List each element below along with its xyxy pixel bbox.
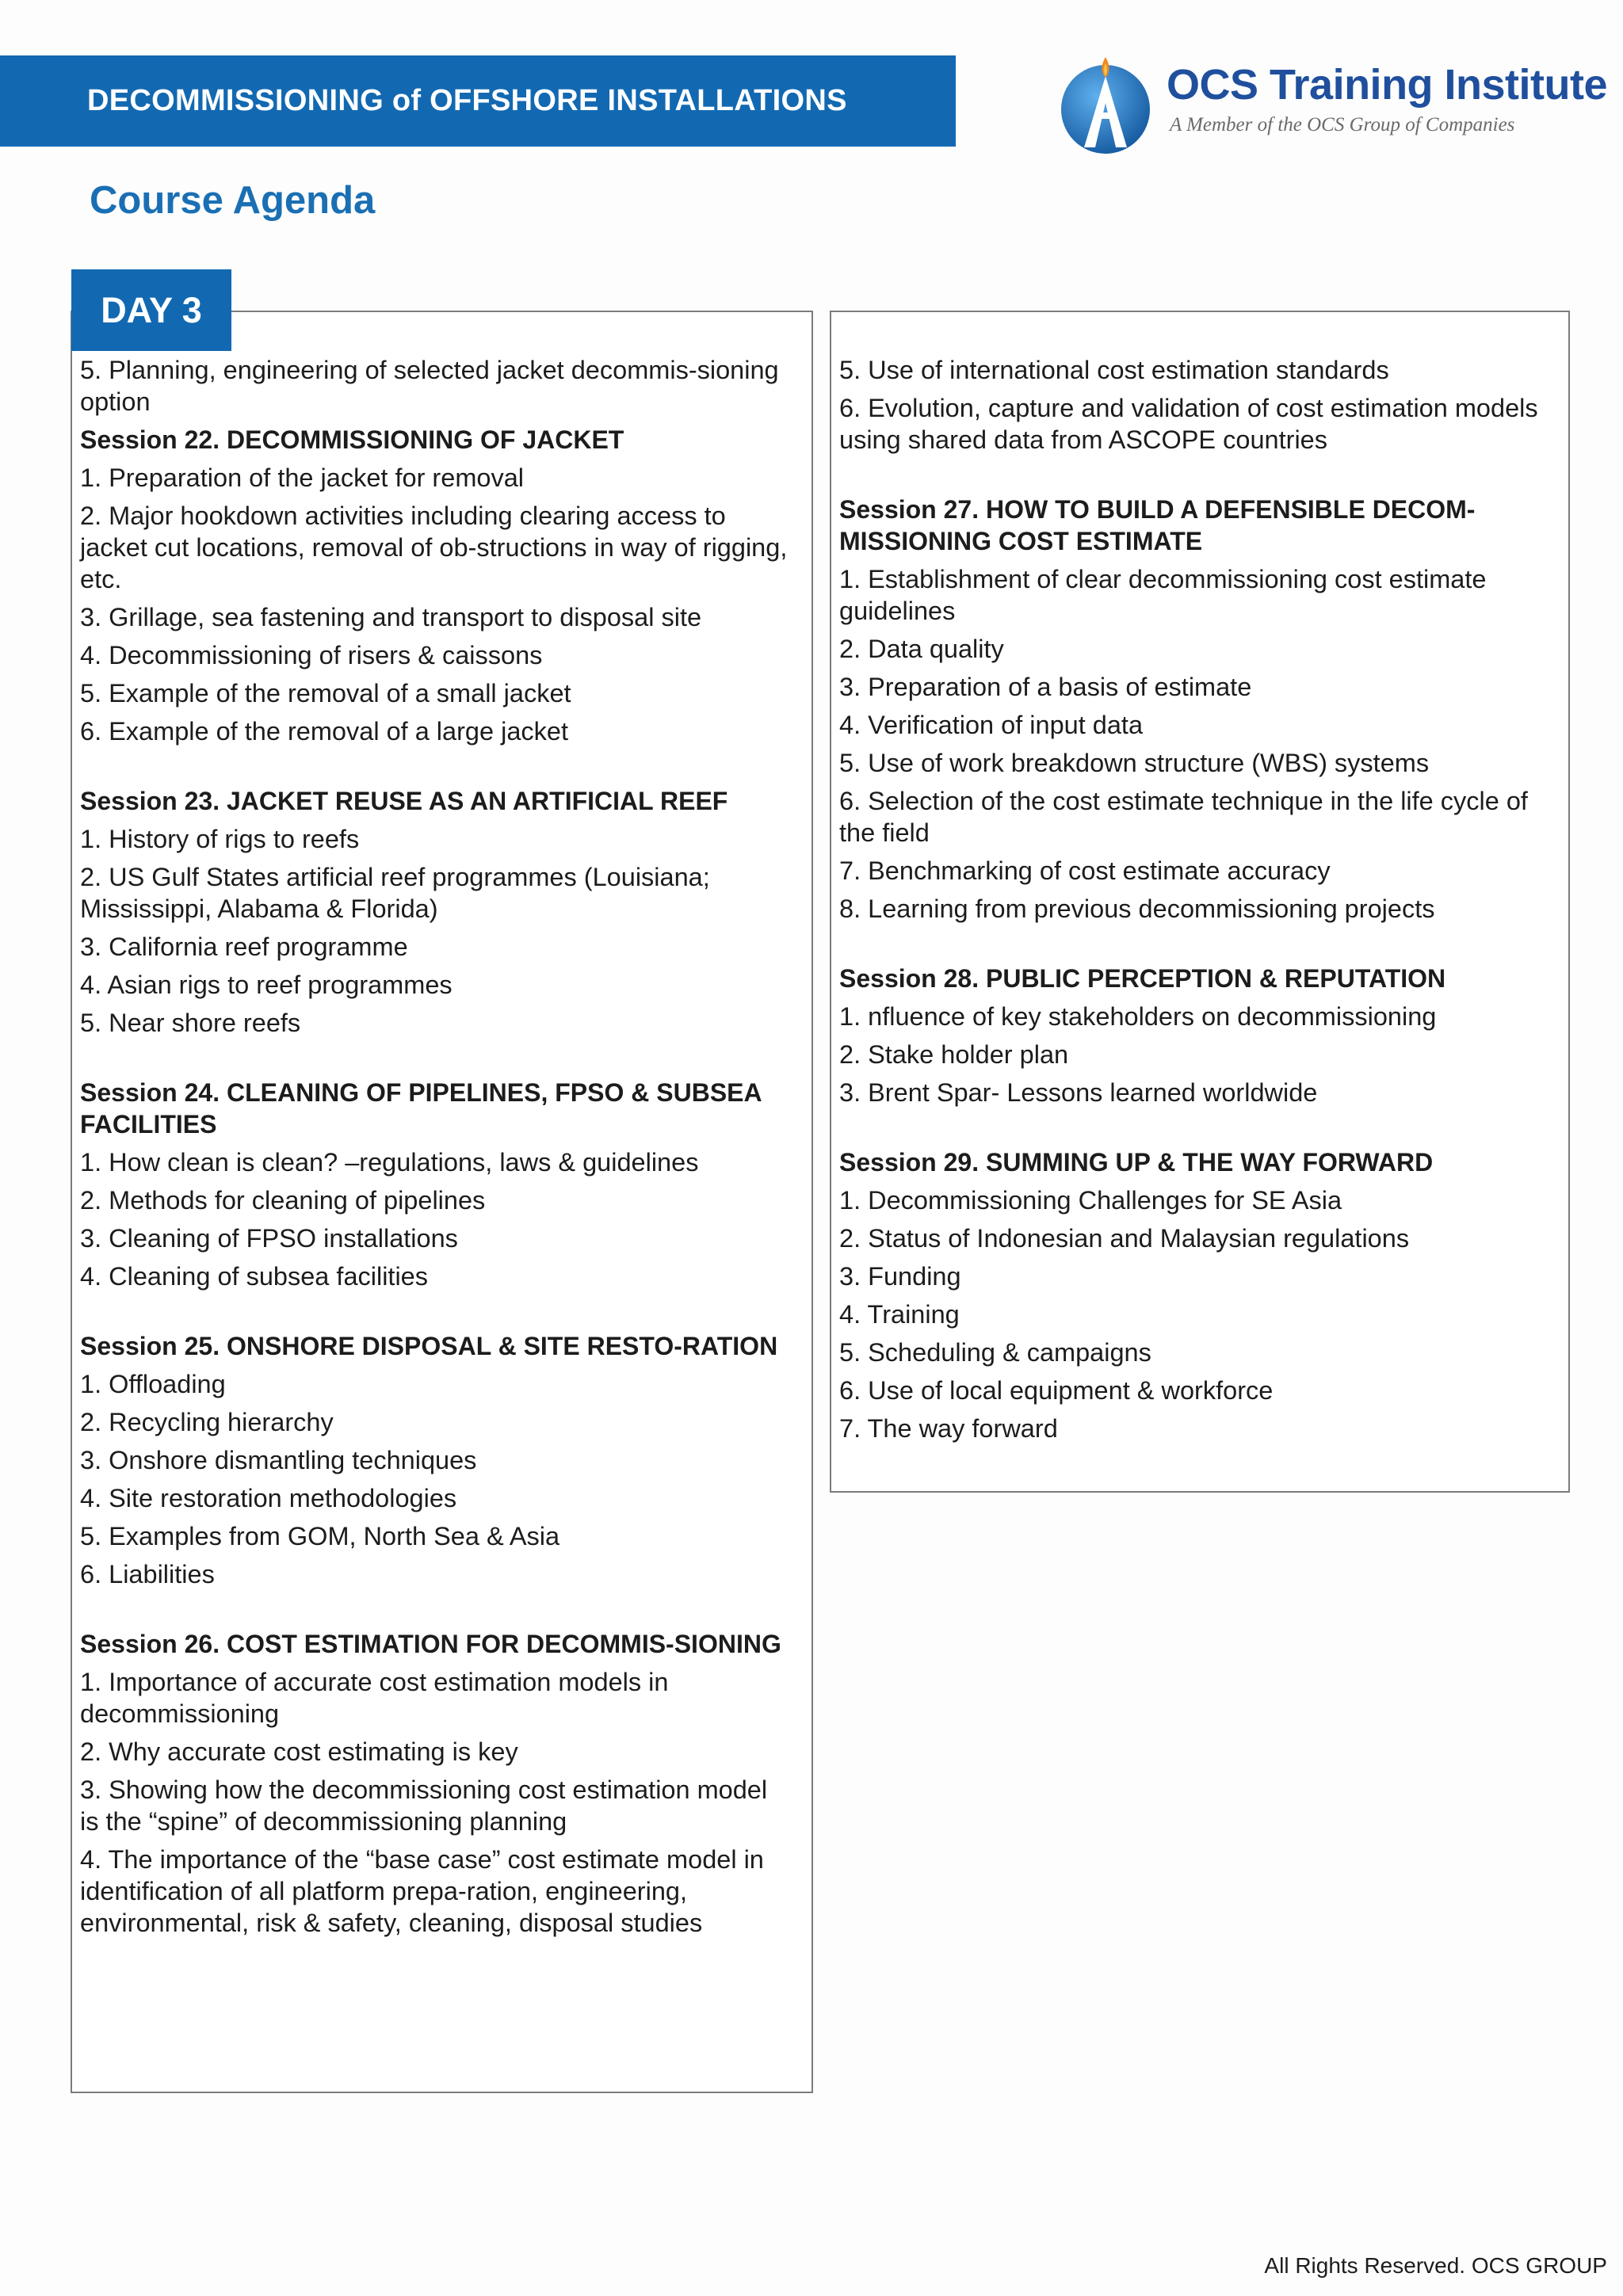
agenda-item: 1. Decommissioning Challenges for SE Asia [839, 1186, 1342, 1215]
agenda-item: 6. Evolution, capture and validation of cost estimation models using shared data from ASCOPE countries [839, 394, 1538, 454]
agenda-item: 5. Scheduling & campaigns [839, 1338, 1151, 1367]
session-title: Session 22. DECOMMISSIONING OF JACKET [80, 425, 624, 454]
agenda-item: 2. Recycling hierarchy [80, 1408, 334, 1436]
course-title: DECOMMISSIONING of OFFSHORE INSTALLATIONS [87, 84, 847, 117]
session-title: Session 28. PUBLIC PERCEPTION & REPUTATION [839, 964, 1446, 993]
agenda-item: 2. Why accurate cost estimating is key [80, 1737, 518, 1766]
agenda-item: 5. Use of international cost estimation standards [839, 356, 1389, 384]
agenda-item: 3. Grillage, sea fastening and transport to disposal site [80, 603, 702, 631]
agenda-item: 2. US Gulf States artificial reef programmes (Louisiana; Mississippi, Alabama & Florida) [80, 863, 710, 923]
agenda-item: 5. Examples from GOM, North Sea & Asia [80, 1522, 560, 1550]
agenda-item: 5. Near shore reefs [80, 1009, 301, 1037]
agenda-item: 8. Learning from previous decommissioning projects [839, 894, 1435, 923]
agenda-right-column [830, 311, 1570, 1493]
agenda-item: 3. Onshore dismantling techniques [80, 1446, 477, 1474]
agenda-item: 6. Example of the removal of a large jacket [80, 717, 569, 746]
agenda-item: 1. History of rigs to reefs [80, 825, 360, 853]
agenda-item: 1. Importance of accurate cost estimation models in decommissioning [80, 1668, 669, 1728]
agenda-item: 7. The way forward [839, 1414, 1058, 1443]
agenda-item: 4. Asian rigs to reef programmes [80, 971, 453, 999]
agenda-item: 5. Use of work breakdown structure (WBS) systems [839, 749, 1430, 777]
agenda-item: 1. Preparation of the jacket for removal [80, 463, 525, 492]
agenda-item: 3. Showing how the decommissioning cost estimation model is the “spine” of decommissioning planning [80, 1775, 768, 1836]
agenda-item: 4. Decommissioning of risers & caissons [80, 641, 543, 669]
agenda-item: 3. Preparation of a basis of estimate [839, 673, 1252, 701]
logo-tagline: A Member of the OCS Group of Companies [1170, 114, 1515, 135]
day-label: DAY 3 [101, 289, 202, 330]
agenda-item: 4. Cleaning of subsea facilities [80, 1262, 429, 1291]
agenda-item: 1. nfluence of key stakeholders on decommissioning [839, 1002, 1437, 1031]
agenda-item: 3. California reef programme [80, 933, 408, 961]
logo-name: OCS Training Institute [1167, 61, 1608, 109]
agenda-item: 3. Brent Spar- Lessons learned worldwide [839, 1078, 1318, 1107]
agenda-item: 6. Liabilities [80, 1560, 215, 1589]
session-title: Session 25. ONSHORE DISPOSAL & SITE RESTO-RATION [80, 1332, 778, 1360]
agenda-item: 2. Major hookdown activities including clearing access to jacket cut locations, removal of ob-structions in way of rigging, etc. [80, 502, 788, 593]
agenda-item: 2. Status of Indonesian and Malaysian regulations [839, 1224, 1410, 1253]
agenda-left-column [71, 311, 813, 2093]
agenda-item: 3. Cleaning of FPSO installations [80, 1224, 458, 1253]
agenda-item: 2. Stake holder plan [839, 1040, 1069, 1069]
agenda-item: 2. Data quality [839, 635, 1004, 663]
session-title: Session 27. HOW TO BUILD A DEFENSIBLE DECOM-MISSIONING COST ESTIMATE [839, 495, 1476, 555]
session-title: Session 29. SUMMING UP & THE WAY FORWARD [839, 1148, 1434, 1177]
agenda-item: 2. Methods for cleaning of pipelines [80, 1186, 486, 1215]
day-tab [71, 269, 231, 351]
session-title: Session 26. COST ESTIMATION FOR DECOMMIS-SIONING [80, 1630, 781, 1658]
course-title-banner [0, 55, 956, 147]
ocs-globe-logo-icon [1054, 54, 1157, 157]
agenda-item: 6. Selection of the cost estimate technique in the life cycle of the field [839, 787, 1528, 847]
agenda-item: 1. How clean is clean? –regulations, laws & guidelines [80, 1148, 699, 1177]
page-title: Course Agenda [90, 179, 376, 222]
agenda-item: 5. Planning, engineering of selected jacket decommis-sioning option [80, 356, 779, 416]
ocs-logo [1054, 54, 1608, 157]
agenda-item: 1. Offloading [80, 1370, 226, 1398]
copyright-footer: All Rights Reserved. OCS GROUP [1264, 2253, 1607, 2278]
agenda-item: 3. Funding [839, 1262, 961, 1291]
session-title: Session 23. JACKET REUSE AS AN ARTIFICIAL REEF [80, 787, 728, 815]
agenda-item: 4. The importance of the “base case” cost estimate model in identification of all platform prepa-ration, engineering, environmental, risk & safety, cleaning, disposal studies [80, 1845, 764, 1937]
agenda-item: 4. Verification of input data [839, 711, 1144, 739]
agenda-item: 4. Training [839, 1300, 960, 1329]
agenda-item: 6. Use of local equipment & workforce [839, 1376, 1274, 1405]
agenda-item: 4. Site restoration methodologies [80, 1484, 457, 1512]
agenda-item: 5. Example of the removal of a small jacket [80, 679, 571, 707]
agenda-item: 7. Benchmarking of cost estimate accuracy [839, 856, 1331, 885]
agenda-item: 1. Establishment of clear decommissioning cost estimate guidelines [839, 565, 1487, 625]
session-title: Session 24. CLEANING OF PIPELINES, FPSO & SUBSEA FACILITIES [80, 1078, 762, 1138]
